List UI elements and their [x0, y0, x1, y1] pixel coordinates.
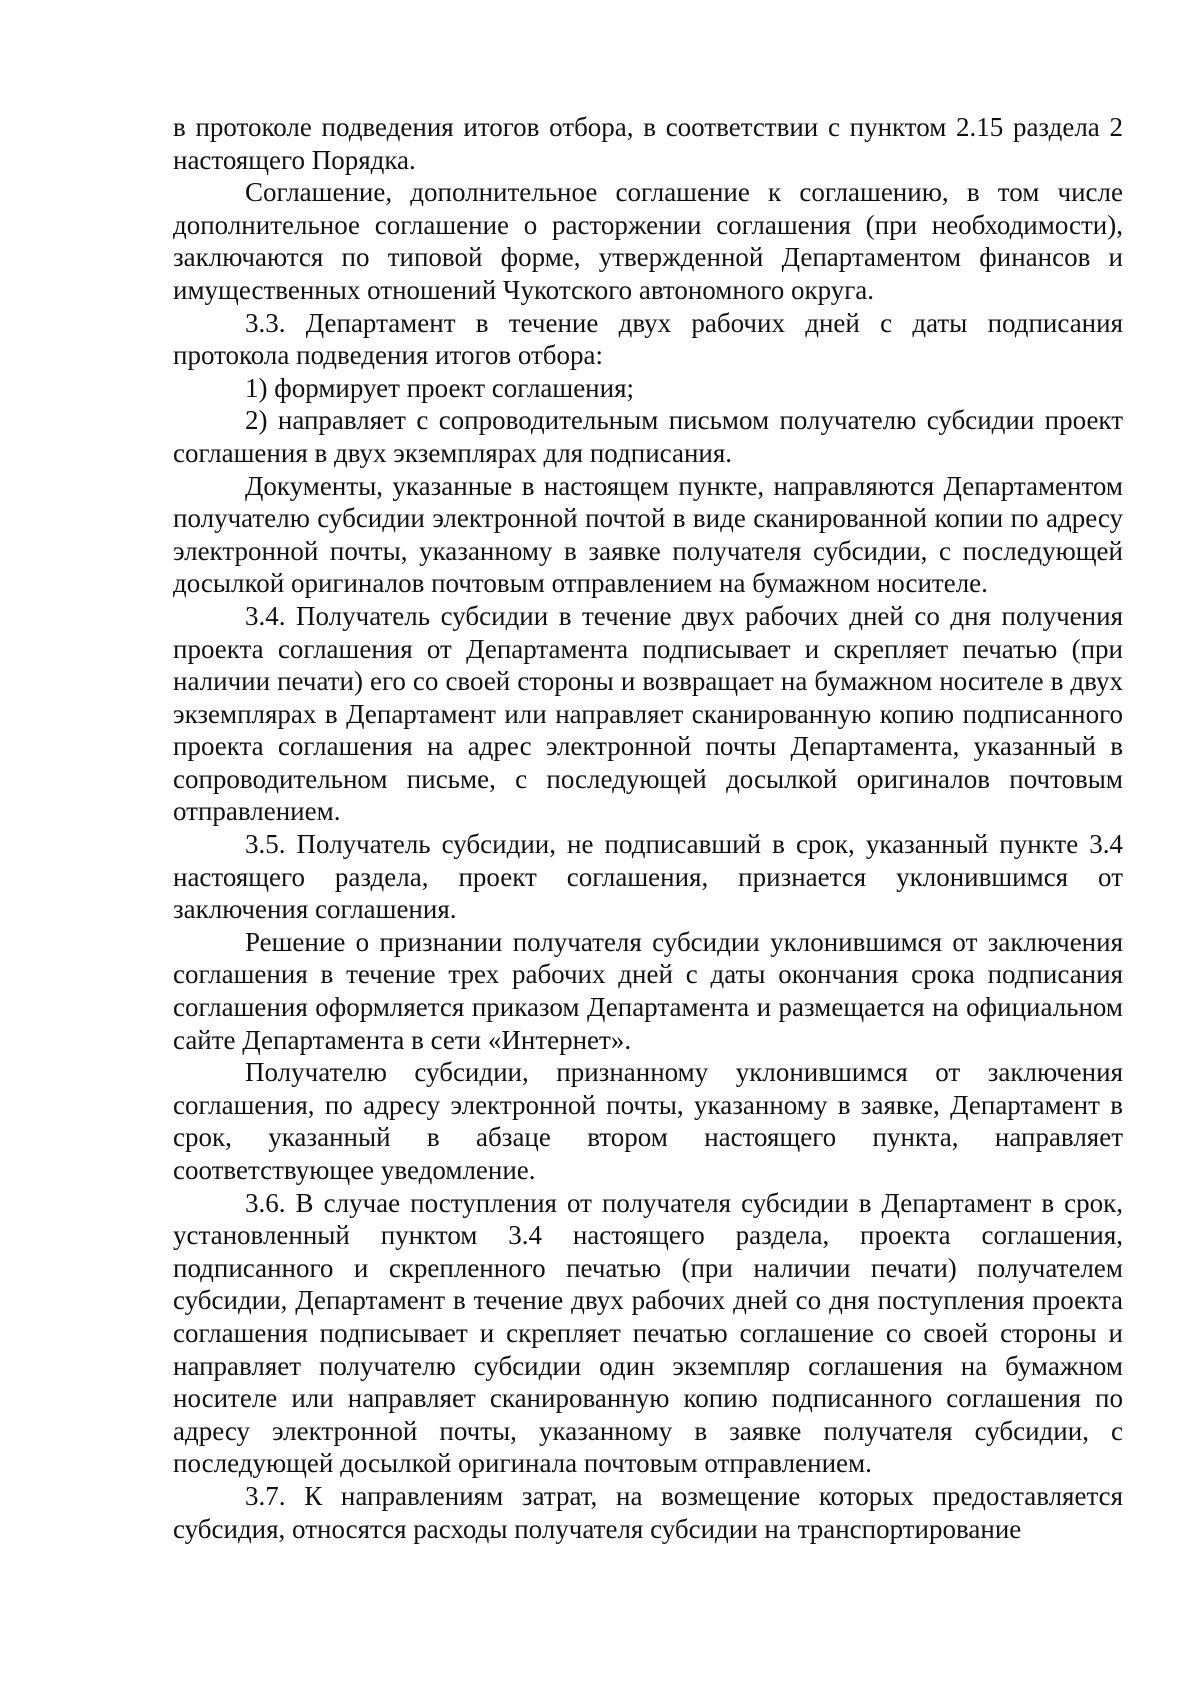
paragraph: 3.3. Департамент в течение двух рабочих дней с даты подписания протокола подведения итогов отбора:: [173, 307, 1123, 371]
list-item: 1) формирует проект соглашения;: [245, 372, 634, 403]
paragraph: 3.4. Получатель субсидии в течение двух рабочих дней со дня получения проекта соглашения от Департамента подписывает и скрепляет печатью (при наличии печати) его со своей стороны и возвращает на бумажном носителе в двух экземплярах в Департамент или направляет сканированную копию подписанного проекта соглашения на адрес электронной почты Департамента, указанный в сопроводительном письме, с последующей досылкой оригиналов почтовым отправлением.: [173, 600, 1123, 827]
paragraph: 3.5. Получатель субсидии, не подписавший в срок, указанный пункте 3.4 настоящего раздела, проект соглашения, признается уклонившимся от заключения соглашения.: [173, 829, 1123, 925]
paragraph: 3.6. В случае поступления от получателя субсидии в Департамент в срок, установленный пунктом 3.4 настоящего раздела, проекта соглашения, подписанного и скрепленного печатью (при наличии печати) получателем субсидии, Департамент в течение двух рабочих дней со дня поступления проекта соглашения подписывает и скрепляет печатью соглашение со своей стороны и направляет получателю субсидии один экземпляр соглашения на бумажном носителе или направляет сканированную копию подписанного соглашения по адресу электронной почты, указанному в заявке получателя субсидии, с последующей досылкой оригинала почтовым отправлением.: [173, 1187, 1123, 1479]
paragraph: Документы, указанные в настоящем пункте, направляются Департаментом получателю субсидии электронной почтой в виде сканированной копии по адресу электронной почты, указанному в заявке получателя субсидии, с последующей досылкой оригиналов почтовым отправлением на бумажном носителе.: [173, 470, 1123, 599]
paragraph: 3.7. К направлениям затрат, на возмещение которых предоставляется субсидия, относятся расходы получателя субсидии на транспортирование: [173, 1480, 1123, 1544]
paragraph: Решение о признании получателя субсидии уклонившимся от заключения соглашения в течение трех рабочих дней с даты окончания срока подписания соглашения оформляется приказом Департамента и размещается на официальном сайте Департамента в сети «Интернет».: [173, 926, 1123, 1055]
paragraph: в протоколе подведения итогов отбора, в соответствии с пунктом 2.15 раздела 2 настоящего Порядка.: [173, 112, 1123, 175]
document-page: [173, 111, 1123, 1545]
paragraph: Получателю субсидии, признанному уклонившимся от заключения соглашения, по адресу электронной почты, указанному в заявке, Департамент в срок, указанный в абзаце втором настоящего пункта, направляет соответствующее уведомление.: [173, 1057, 1123, 1185]
list-item: 2) направляет с сопроводительным письмом получателю субсидии проект соглашения в двух экземплярах для подписания.: [173, 405, 1123, 468]
paragraph: Соглашение, дополнительное соглашение к соглашению, в том числе дополнительное соглашение о расторжении соглашения (при необходимости), заключаются по типовой форме, утвержденной Департаментом финансов и имущественных отношений Чукотского автономного округа.: [173, 177, 1123, 305]
